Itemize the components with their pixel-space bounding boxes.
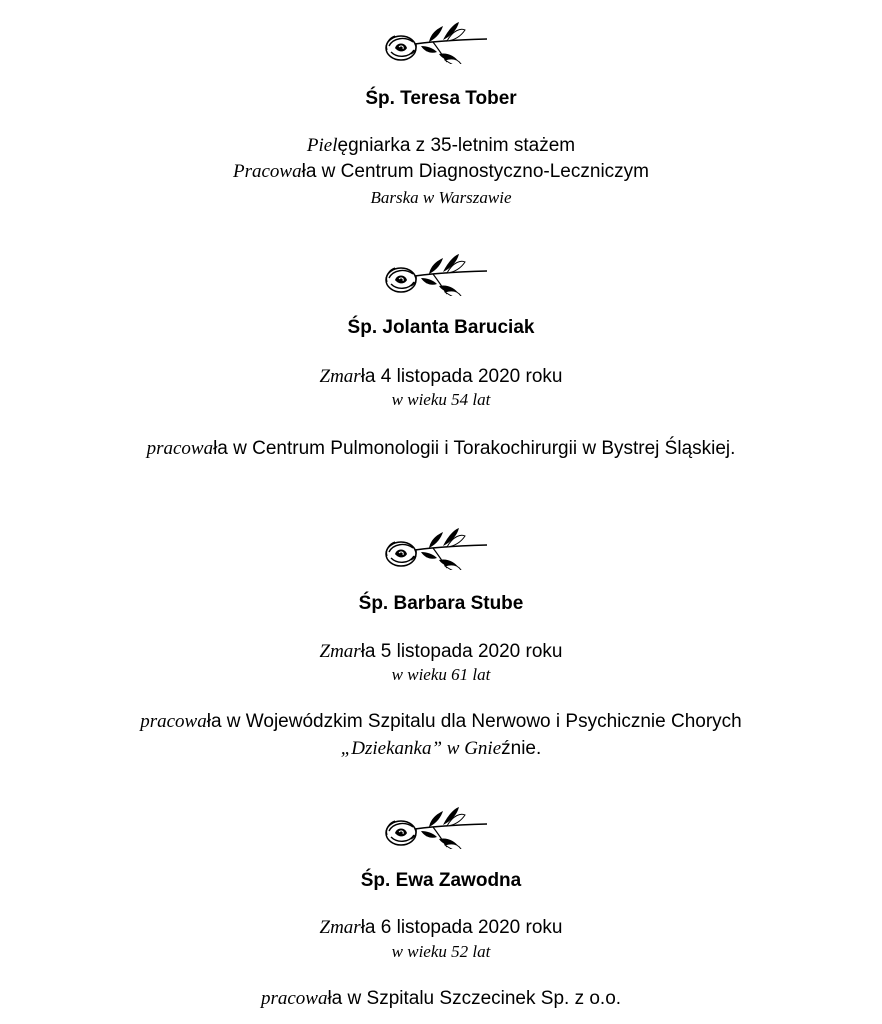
work-line (0, 987, 882, 1011)
age-line: w wieku 52 lat (391, 942, 491, 961)
rose-icon (381, 803, 491, 849)
death-date-italic: Zmar (319, 917, 361, 938)
workplace-italic: Pracowa (232, 161, 302, 182)
work-line-continued (0, 737, 882, 761)
work-line (0, 437, 882, 461)
work-italic: pracowa (140, 711, 207, 732)
work-italic: pracowa (260, 988, 328, 1009)
death-date-line (0, 365, 882, 389)
person-name: Śp. Ewa Zawodna (360, 870, 522, 891)
death-date-rest: ła 5 listopada 2020 roku (360, 641, 563, 662)
person-name: Śp. Barbara Stube (358, 593, 524, 614)
work-rest: ła w Wojewódzkim Szpitalu dla Nerwowo i Psychicznie Chorych (206, 711, 742, 732)
workplace-location: Barska w Warszawie (370, 188, 512, 207)
death-date-italic: Zmar (319, 366, 361, 387)
person-name: Śp. Jolanta Baruciak (347, 317, 535, 338)
death-date-rest: ła 6 listopada 2020 roku (360, 917, 563, 938)
occupation-rest: ęgniarka z 35-letnim stażem (337, 135, 576, 156)
workplace-line (0, 160, 882, 184)
work-line (0, 710, 882, 734)
work2-italic: „Dziekanka” w Gnie (340, 738, 502, 759)
rose-icon (381, 18, 491, 64)
person-name: Śp. Teresa Tober (365, 88, 517, 109)
death-date-line (0, 916, 882, 940)
age-line: w wieku 61 lat (391, 665, 491, 684)
death-date-line (0, 640, 882, 664)
workplace-rest: ła w Centrum Diagnostyczno-Leczniczym (301, 161, 649, 182)
rose-icon (381, 524, 491, 570)
death-date-italic: Zmar (319, 641, 361, 662)
occupation-line (0, 134, 882, 158)
work-italic: pracowa (146, 438, 214, 459)
age-line: w wieku 54 lat (391, 390, 491, 409)
death-date-rest: ła 4 listopada 2020 roku (360, 366, 563, 387)
occupation-italic: Piel (306, 135, 338, 156)
work-rest: ła w Szpitalu Szczecinek Sp. z o.o. (327, 988, 622, 1009)
work2-rest: źnie. (501, 738, 542, 759)
rose-icon (381, 250, 491, 296)
work-rest: ła w Centrum Pulmonologii i Torakochirurgii w Bystrej Śląskiej. (213, 438, 736, 459)
